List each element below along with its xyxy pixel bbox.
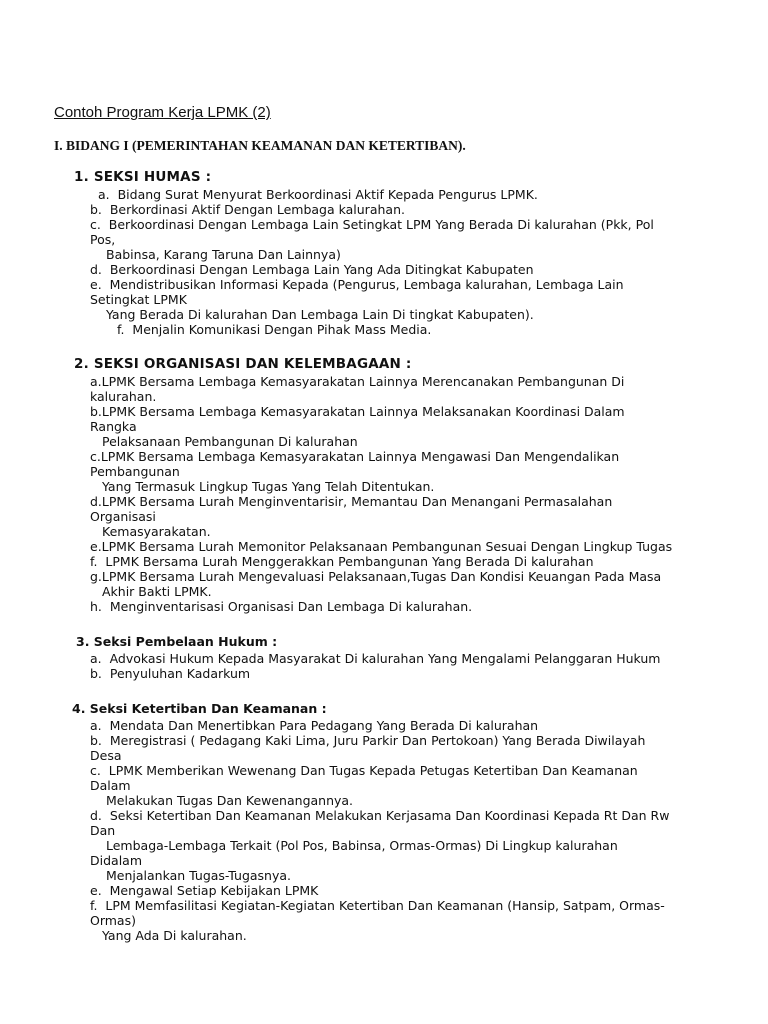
list-item: c. LPMK Memberikan Wewenang Dan Tugas Kepada Petugas Ketertiban Dan Keamanan bbox=[90, 763, 638, 778]
list-item: f. Menjalin Komunikasi Dengan Pihak Mass Media. bbox=[117, 322, 432, 337]
list-item: Yang Ada Di kalurahan. bbox=[102, 928, 247, 943]
section-ketertiban-keamanan bbox=[0, 699, 768, 943]
list-item: Didalam bbox=[90, 853, 143, 868]
document-content bbox=[0, 168, 768, 961]
bidang-heading: I. BIDANG I (PEMERINTAHAN KEAMANAN DAN KETERTIBAN). bbox=[54, 138, 466, 153]
list-item: a. Mendata Dan Menertibkan Para Pedagang Yang Berada Di kalurahan bbox=[90, 718, 539, 733]
list-item: f. LPMK Bersama Lurah Menggerakkan Pembangunan Yang Berada Di kalurahan bbox=[90, 554, 594, 569]
list-item: f. LPM Memfasilitasi Kegiatan-Kegiatan Ketertiban Dan Keamanan (Hansip, Satpam, Ormas- bbox=[90, 898, 665, 913]
list-item: Organisasi bbox=[90, 509, 156, 524]
section-heading: 2. SEKSI ORGANISASI DAN KELEMBAGAAN : bbox=[74, 356, 412, 372]
list-item: Yang Termasuk Lingkup Tugas Yang Telah Ditentukan. bbox=[102, 479, 435, 494]
list-item: c.LPMK Bersama Lembaga Kemasyarakatan Lainnya Mengawasi Dan Mengendalikan bbox=[90, 449, 620, 464]
list-item: a.LPMK Bersama Lembaga Kemasyarakatan Lainnya Merencanakan Pembangunan Di bbox=[90, 374, 625, 389]
list-item: Dalam bbox=[90, 778, 131, 793]
list-item: Pembangunan bbox=[90, 464, 180, 479]
list-item: Menjalankan Tugas-Tugasnya. bbox=[106, 868, 292, 883]
list-item: Desa bbox=[90, 748, 122, 763]
list-item: d. Seksi Ketertiban Dan Keamanan Melakukan Kerjasama Dan Koordinasi Kepada Rt Dan Rw bbox=[90, 808, 670, 823]
list-item: Pos, bbox=[90, 232, 116, 247]
section-humas bbox=[0, 168, 768, 337]
list-item: b. Penyuluhan Kadarkum bbox=[90, 666, 251, 681]
list-item: Kemasyarakatan. bbox=[102, 524, 211, 539]
list-item: b. Meregistrasi ( Pedagang Kaki Lima, Juru Parkir Dan Pertokoan) Yang Berada Diwilayah bbox=[90, 733, 646, 748]
section-heading: 3. Seksi Pembelaan Hukum : bbox=[76, 634, 278, 649]
list-item: g.LPMK Bersama Lurah Mengevaluasi Pelaksanaan,Tugas Dan Kondisi Keuangan Pada Masa bbox=[90, 569, 662, 584]
list-item: b. Berkordinasi Aktif Dengan Lembaga kalurahan. bbox=[90, 202, 405, 217]
section-organisasi bbox=[0, 355, 768, 614]
list-item: b.LPMK Bersama Lembaga Kemasyarakatan Lainnya Melaksanakan Koordinasi Dalam bbox=[90, 404, 625, 419]
list-item: a. Bidang Surat Menyurat Berkoordinasi Aktif Kepada Pengurus LPMK. bbox=[98, 187, 538, 202]
list-item: Pelaksanaan Pembangunan Di kalurahan bbox=[102, 434, 358, 449]
list-item: Ormas) bbox=[90, 913, 136, 928]
list-item: Lembaga-Lembaga Terkait (Pol Pos, Babinsa, Ormas-Ormas) Di Lingkup kalurahan bbox=[106, 838, 618, 853]
section-pembelaan-hukum bbox=[0, 632, 768, 681]
list-item: d.LPMK Bersama Lurah Menginventarisir, Memantau Dan Menangani Permasalahan bbox=[90, 494, 613, 509]
list-item: e. Mengawal Setiap Kebijakan LPMK bbox=[90, 883, 319, 898]
list-item: Melakukan Tugas Dan Kewenangannya. bbox=[106, 793, 354, 808]
list-item: Rangka bbox=[90, 419, 137, 434]
list-item: Akhir Bakti LPMK. bbox=[102, 584, 212, 599]
list-item: h. Menginventarisasi Organisasi Dan Lembaga Di kalurahan. bbox=[90, 599, 473, 614]
section-heading: 4. Seksi Ketertiban Dan Keamanan : bbox=[72, 701, 327, 716]
list-item: Yang Berada Di kalurahan Dan Lembaga Lain Di tingkat Kabupaten). bbox=[106, 307, 534, 322]
list-item: Babinsa, Karang Taruna Dan Lainnya) bbox=[106, 247, 341, 262]
list-item: e. Mendistribusikan Informasi Kepada (Pengurus, Lembaga kalurahan, Lembaga Lain bbox=[90, 277, 624, 292]
list-item: e.LPMK Bersama Lurah Memonitor Pelaksanaan Pembangunan Sesuai Dengan Lingkup Tugas bbox=[90, 539, 673, 554]
list-item: Dan bbox=[90, 823, 116, 838]
list-item: c. Berkoordinasi Dengan Lembaga Lain Setingkat LPM Yang Berada Di kalurahan (Pkk, Pol bbox=[90, 217, 654, 232]
list-item: kalurahan. bbox=[90, 389, 157, 404]
document-title: Contoh Program Kerja LPMK (2) bbox=[54, 104, 271, 121]
list-item: a. Advokasi Hukum Kepada Masyarakat Di kalurahan Yang Mengalami Pelanggaran Hukum bbox=[90, 651, 661, 666]
list-item: d. Berkoordinasi Dengan Lembaga Lain Yang Ada Ditingkat Kabupaten bbox=[90, 262, 534, 277]
section-heading: 1. SEKSI HUMAS : bbox=[74, 169, 212, 185]
list-item: Setingkat LPMK bbox=[90, 292, 187, 307]
